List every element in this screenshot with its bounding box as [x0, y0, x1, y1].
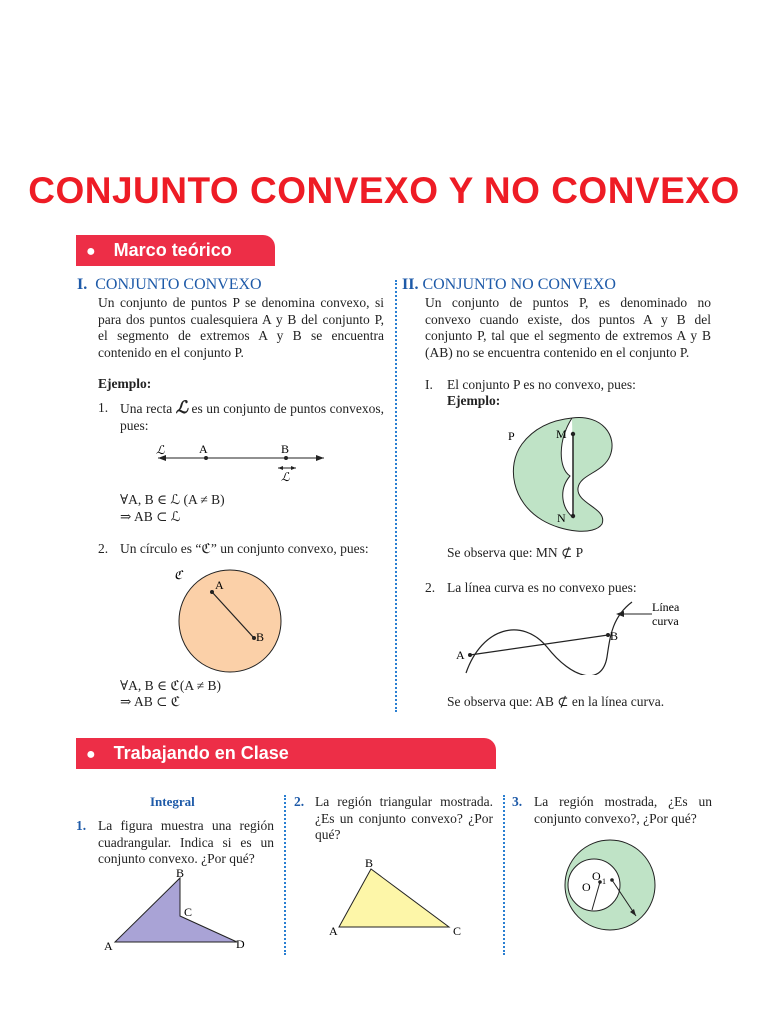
q2-triangle-diagram [325, 855, 475, 945]
shape-label-n: N [557, 511, 566, 525]
heading-no-convexo: II. CONJUNTO NO CONVEXO [402, 276, 616, 293]
q1-label-d: D [236, 937, 245, 951]
observation-2: Se observa que: AB ⊄ en la línea curva. [447, 694, 665, 709]
line-formula-2: ⇒ AB ⊂ ℒ [120, 509, 181, 524]
q2-text: La región triangular mostrada. ¿Es un conjunto convexo? ¿Por qué? [315, 794, 493, 842]
right-item1-text: El conjunto P es no convexo, pues: [447, 377, 636, 392]
section-banner-trabajando [76, 738, 496, 769]
shape-label-m: M [556, 427, 567, 441]
q1-label-b: B [176, 866, 185, 880]
q1-quadrilateral-diagram [100, 866, 260, 956]
line-label-l: ℒ [156, 443, 165, 457]
q1-label-c: C [184, 905, 193, 919]
line-formula-1: ∀A, B ∈ ℒ (A ≠ B) [120, 492, 225, 507]
right-item1-num: I. [425, 377, 433, 392]
curve-label-curva: curva [652, 614, 679, 628]
circle-label-a: A [215, 578, 224, 592]
ejemplo-label: Ejemplo: [98, 376, 152, 391]
item2-text: Un círculo es “ℭ” un conjunto convexo, pues: [120, 541, 369, 556]
right-item2-num: 2. [425, 580, 436, 595]
q2-label-b: B [365, 856, 374, 870]
q3-label-sub: 1 [602, 877, 606, 886]
line-diagram [150, 440, 335, 485]
right-ejemplo-label: Ejemplo: [447, 393, 501, 408]
q3-ring-diagram [560, 838, 660, 933]
q1-text: La figura muestra una región cuadrangular. Indica si es un conjunto convexo. ¿Por qué? [98, 818, 274, 866]
banner-label: Trabajando en Clase [113, 743, 289, 763]
non-convex-shape-diagram [500, 410, 620, 535]
item1-num: 1. [98, 400, 109, 415]
circle-formula-1: ∀A, B ∈ ℭ(A ≠ B) [120, 678, 222, 693]
line-label-b: B [281, 442, 290, 456]
heading-convexo: I. CONJUNTO CONVEXO [77, 276, 262, 293]
q3-label-o1: O [592, 869, 601, 883]
circle-formula-2: ⇒ AB ⊂ ℭ [120, 694, 181, 709]
paragraph-convexo: Un conjunto de puntos P se denomina convexo, si para dos puntos cualesquiera A y B del conjunto P, el segmento de extremos A y B se encuentra contenido en el conjunto P. [98, 295, 384, 360]
curve-label-linea: Línea [652, 600, 680, 614]
q3-num: 3. [512, 794, 523, 809]
integral-label: Integral [150, 794, 195, 809]
line-label-l2: ℒ [281, 470, 290, 484]
right-item2-text: La línea curva es no convexo pues: [447, 580, 637, 595]
item2-num: 2. [98, 541, 109, 556]
q2-num: 2. [294, 794, 305, 809]
q2-label-a: A [329, 924, 338, 938]
column-divider [284, 795, 286, 955]
circle-label-c: ℭ [174, 568, 183, 582]
section-banner-marco-teorico [76, 235, 275, 266]
q3-text: La región mostrada, ¿Es un conjunto convexo?, ¿Por qué? [534, 794, 712, 826]
q2-label-c: C [453, 924, 462, 938]
column-divider [395, 280, 397, 712]
column-divider [503, 795, 505, 955]
circle-label-b: B [256, 630, 265, 644]
paragraph-no-convexo: Un conjunto de puntos P, es denominado no convexo cuando existe, dos puntos A y B del conjunto P, tal que el segmento de extremos A y B (AB) no se encuentra contenido en el conjunto P. [425, 295, 711, 360]
line-label-a: A [199, 442, 208, 456]
q1-num: 1. [76, 818, 87, 833]
q3-label-o: O [582, 880, 591, 894]
bullet-icon: ● [86, 746, 96, 763]
q1-label-a: A [104, 939, 113, 953]
curve-diagram [452, 597, 697, 675]
shape-label-p: P [508, 429, 515, 443]
bullet-icon: ● [86, 243, 96, 260]
banner-label: Marco teórico [113, 240, 232, 260]
curve-label-b: B [610, 629, 619, 643]
page-title: CONJUNTO CONVEXO Y NO CONVEXO [28, 170, 740, 211]
circle-diagram [170, 565, 290, 677]
recta-symbol: ℒ [175, 398, 188, 417]
item1-text: Una recta ℒ es un conjunto de puntos convexos, pues: [120, 398, 385, 433]
curve-label-a: A [456, 648, 465, 662]
observation-1: Se observa que: MN ⊄ P [447, 545, 584, 560]
